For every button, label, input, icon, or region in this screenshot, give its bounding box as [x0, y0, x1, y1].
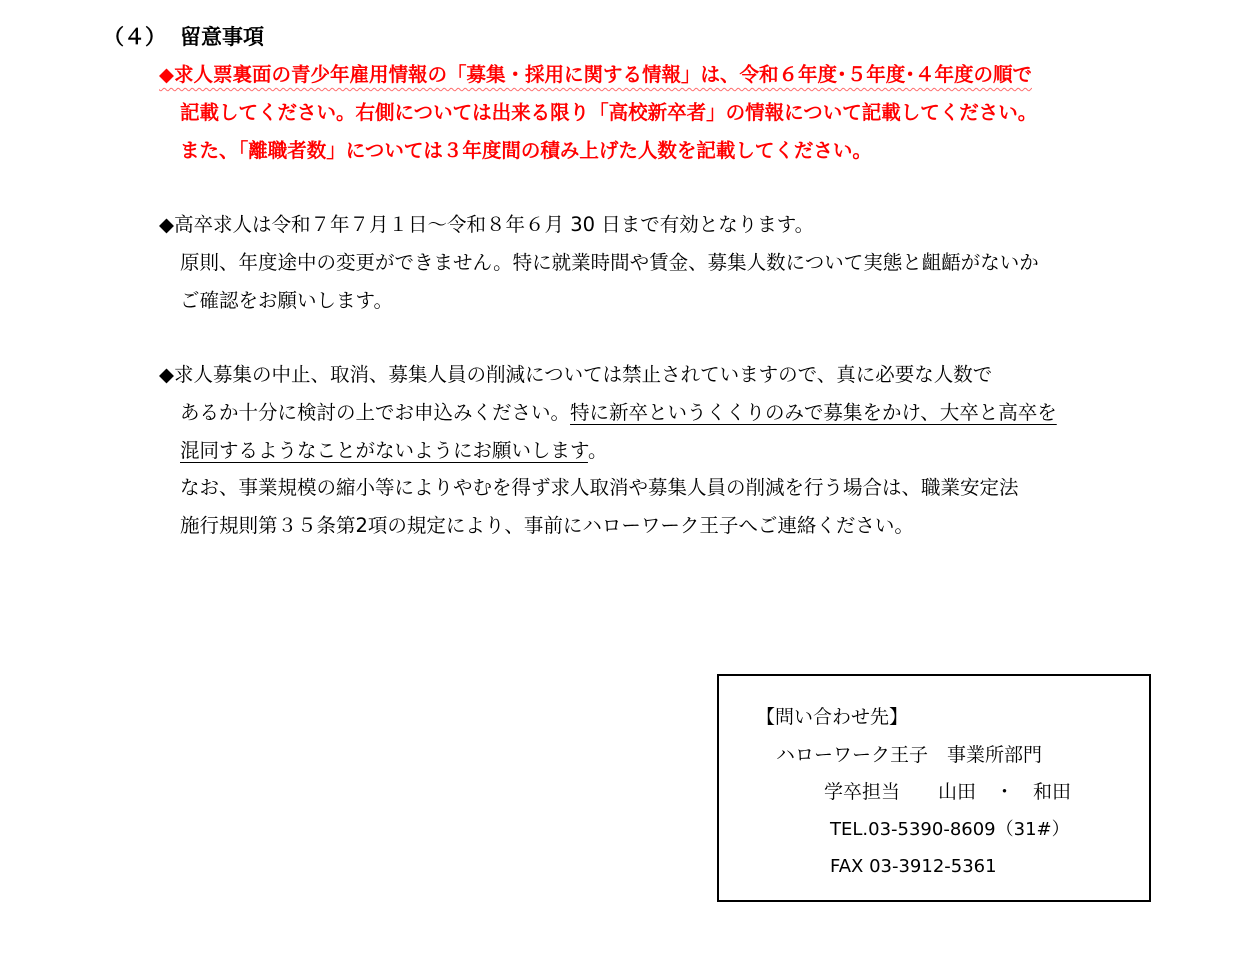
red-note-line-1: ◆求人票裏面の青少年雇用情報の「募集・採用に関する情報」は、令和６年度･５年度･４年度の順で	[159, 63, 1032, 86]
section-number: （４）	[103, 25, 166, 49]
cancel-note-line-4: なお、事業規模の縮小等によりやむを得ず求人取消や募集人員の削減を行う場合は、職業安定法	[180, 476, 1019, 499]
red-note-line-3: また、「離職者数」については３年度間の積み上げた人数を記載してください。	[180, 139, 872, 162]
contact-office: ハローワーク王子 事業所部門	[776, 744, 1043, 766]
validity-note-line-2: 原則、年度途中の変更ができません。特に就業時間や賃金、募集人数について実態と齟齬がないか	[180, 251, 1039, 274]
section-heading	[103, 24, 264, 50]
red-note-line-2: 記載してください。右側については出来る限り「高校新卒者」の情報について記載してください。	[180, 101, 1038, 124]
contact-staff: 学卒担当 山田 ・ 和田	[824, 781, 1072, 803]
contact-box	[717, 674, 1151, 902]
validity-note-line-3: ご確認をお願いします。	[180, 289, 393, 312]
cancel-note-line-3-plain: 。	[587, 439, 608, 462]
cancel-note-line-2	[180, 400, 1057, 426]
cancel-note-line-3	[180, 438, 607, 464]
cancel-note-line-2-underlined: 特に新卒というくくりのみで募集をかけ、大卒と高卒を	[570, 401, 1057, 424]
contact-tel: TEL.03-5390-8609（31#）	[830, 819, 1070, 840]
contact-fax: FAX 03-3912-5361	[830, 856, 997, 877]
cancel-note-line-1: ◆求人募集の中止、取消、募集人員の削減については禁止されていますので、真に必要な人数で	[159, 363, 993, 386]
cancel-note-line-3-underlined: 混同するようなことがないようにお願いします	[180, 439, 588, 462]
contact-heading: 【問い合わせ先】	[756, 706, 909, 728]
cancel-note-line-2-plain: あるか十分に検討の上でお申込みください。	[180, 401, 571, 424]
cancel-note-line-5: 施行規則第３５条第2項の規定により、事前にハローワーク王子へご連絡ください。	[180, 514, 914, 537]
section-title: 留意事項	[180, 25, 264, 49]
validity-note-line-1: ◆高卒求人は令和７年７月１日～令和８年６月 30 日まで有効となります。	[159, 213, 815, 236]
